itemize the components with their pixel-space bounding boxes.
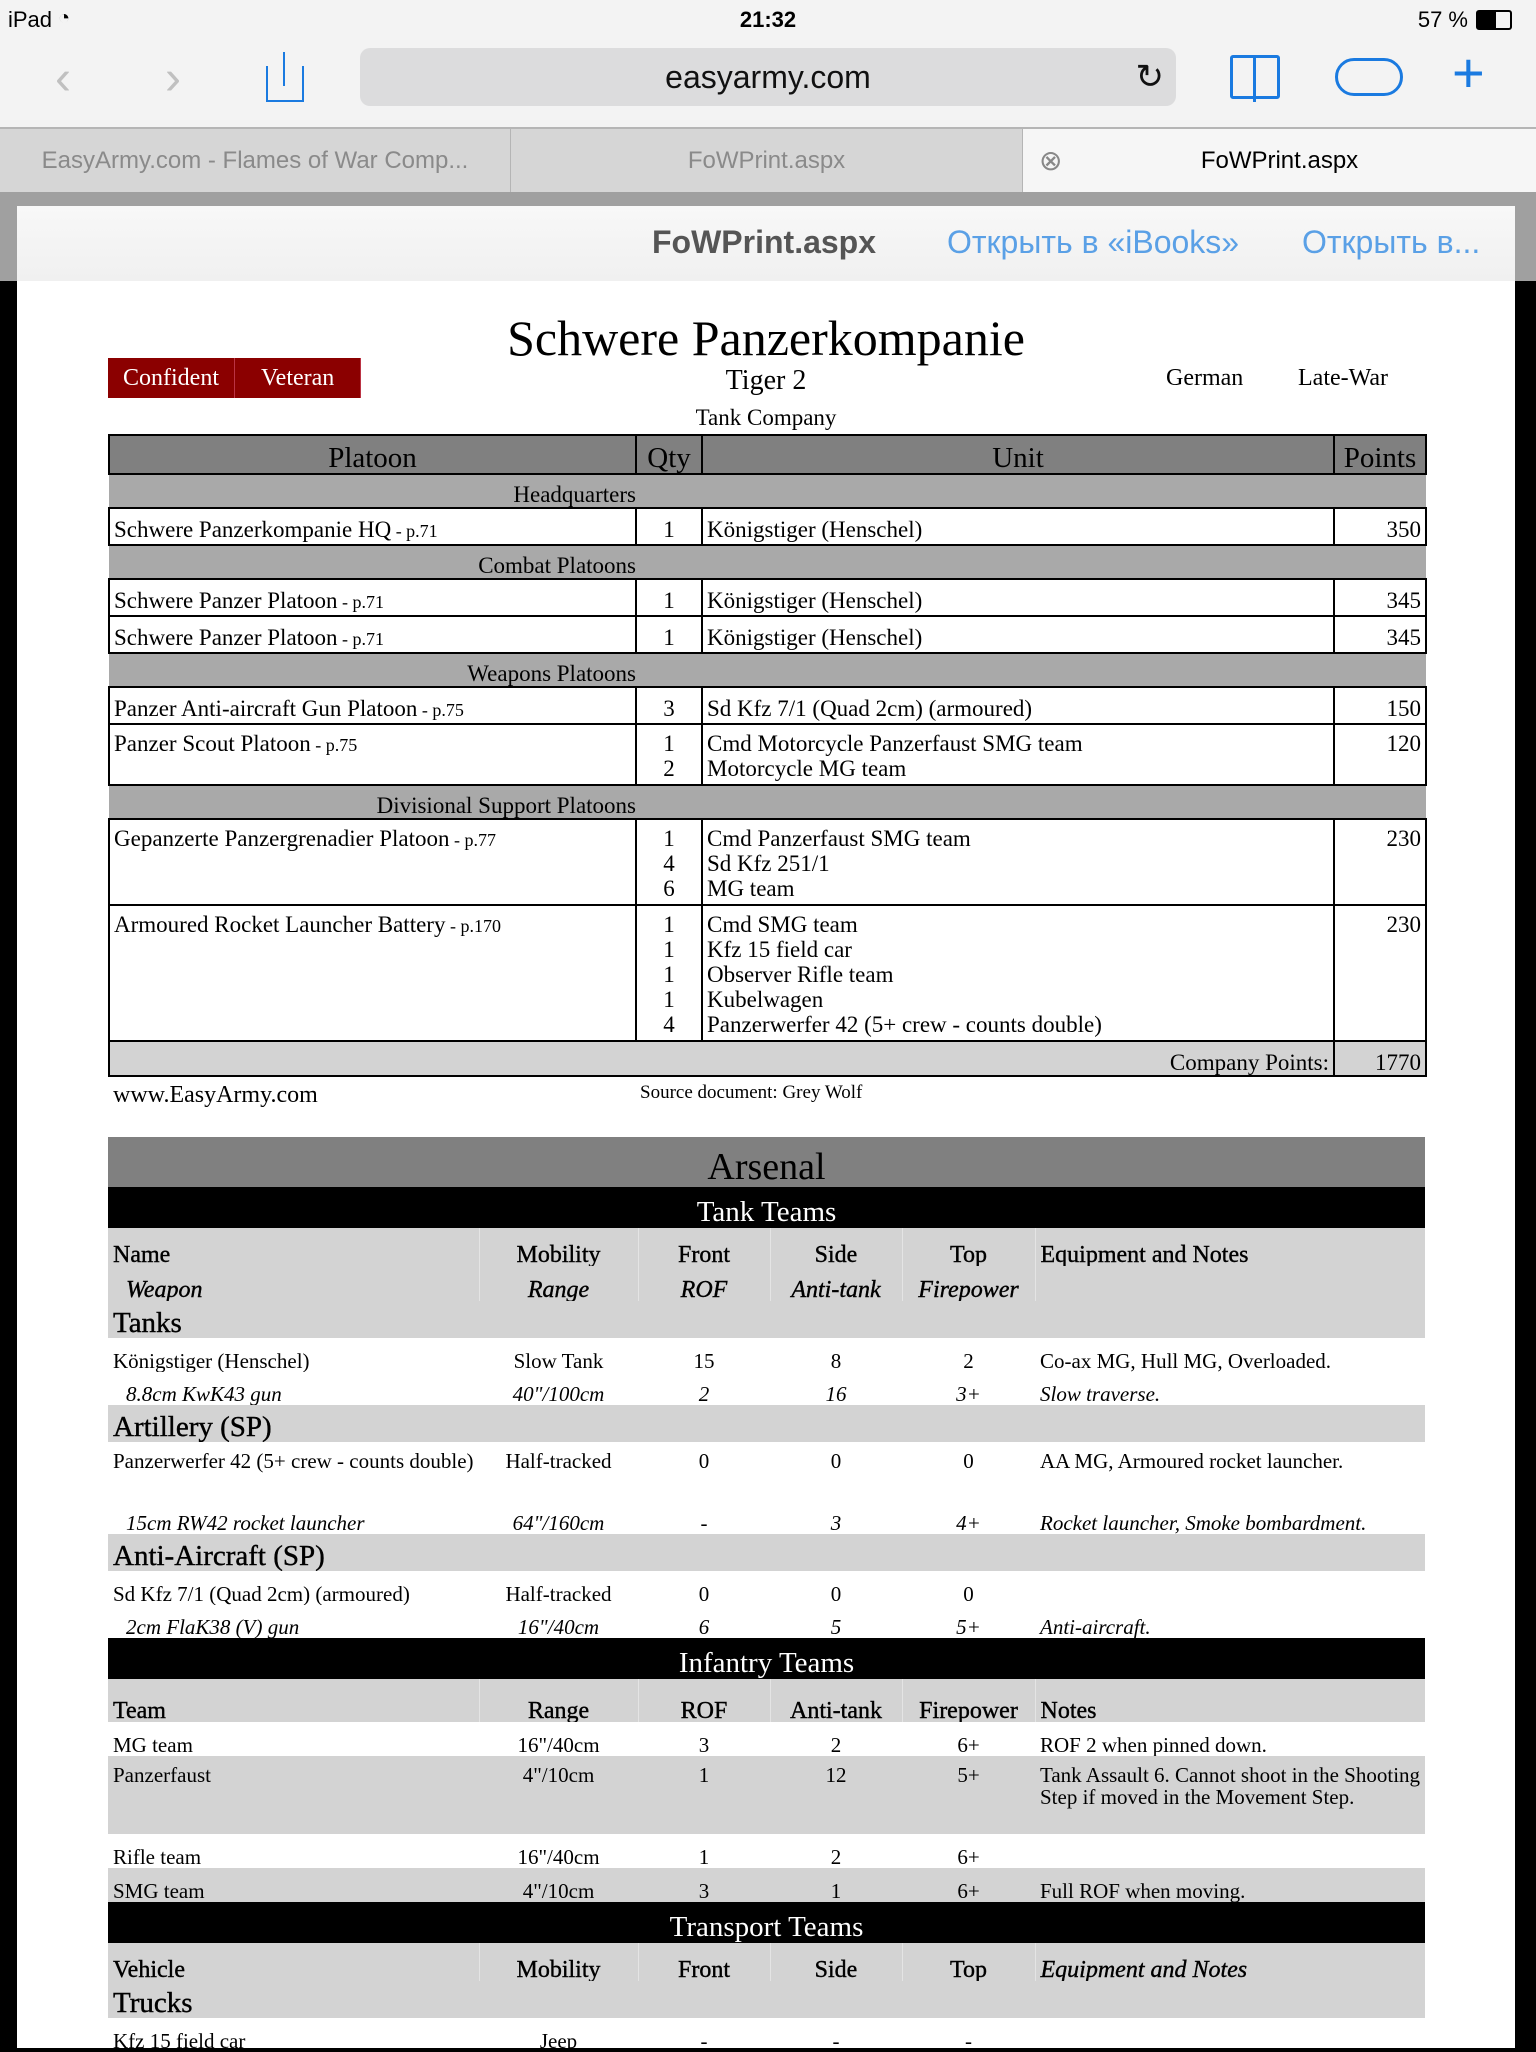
- qty-value: 4: [663, 1012, 675, 1037]
- section-title: Transport Teams: [108, 1902, 1425, 1943]
- unit-name: Motorcycle MG team: [707, 756, 907, 781]
- platoon-cell: [109, 579, 636, 616]
- source-document: Source document: Grey Wolf: [640, 1082, 863, 1103]
- era: Late-War: [1298, 365, 1388, 391]
- cell-mobility: 4"/10cm: [479, 1868, 638, 1902]
- badge-motivation: Confident: [108, 358, 235, 398]
- nation: German: [1166, 365, 1244, 391]
- cell-notes: Co-ax MG, Hull MG, Overloaded.: [1040, 1349, 1332, 1372]
- column-header: Mobility: [479, 1228, 638, 1266]
- category-row: [108, 1534, 1425, 1571]
- cell-name: Rifle team: [113, 1845, 202, 1868]
- icloud-tabs-icon[interactable]: [1335, 58, 1403, 96]
- page-reference: - p.71: [391, 521, 438, 541]
- column-header: Qty: [636, 435, 702, 474]
- unit-cell: [702, 579, 1334, 616]
- cell-top: 2: [963, 1349, 974, 1372]
- total-row: [109, 1041, 1426, 1076]
- points-value: 350: [1334, 508, 1426, 545]
- team-row: [108, 1338, 1425, 1372]
- column-header: Equipment and Notes: [1035, 1228, 1425, 1266]
- cell-name: Königstiger (Henschel): [113, 1349, 310, 1372]
- arsenal-title: Arsenal: [108, 1137, 1425, 1187]
- page-reference: - p.77: [449, 830, 496, 850]
- platoon-name: Panzer Anti-aircraft Gun Platoon: [114, 696, 418, 721]
- cell-side: 2: [830, 1733, 842, 1756]
- bookmarks-icon[interactable]: [1230, 55, 1280, 99]
- column-header: Weapon: [108, 1266, 479, 1301]
- cell-mobility: Half-tracked: [505, 1582, 612, 1605]
- reload-icon[interactable]: ↻: [1135, 58, 1164, 96]
- cell-mobility: 40"/100cm: [512, 1382, 605, 1405]
- cell-mobility: 16"/40cm: [517, 1845, 600, 1868]
- cell-name: 15cm RW42 rocket launcher: [126, 1511, 365, 1534]
- group-header-row: [109, 545, 1426, 579]
- group-spacer: [636, 653, 1426, 687]
- cell-notes: Anti-aircraft.: [1040, 1615, 1151, 1638]
- column-header: [1035, 1266, 1425, 1301]
- total-points: 1770: [1334, 1041, 1426, 1076]
- platoon-name: Schwere Panzer Platoon: [114, 588, 338, 613]
- cell-name: Sd Kfz 7/1 (Quad 2cm) (armoured): [113, 1582, 410, 1605]
- cell-side: -: [832, 2029, 840, 2052]
- tab-label: FoWPrint.aspx: [1200, 147, 1359, 174]
- platoon-row: [109, 508, 1426, 545]
- column-header-row: [108, 1679, 1425, 1722]
- group-header-row: [109, 474, 1426, 508]
- cell-front: 1: [698, 1845, 710, 1868]
- cell-notes: Full ROF when moving.: [1035, 1868, 1425, 1902]
- browser-toolbar: [0, 40, 1536, 127]
- qty-cell: [636, 819, 702, 905]
- section-header-row: [108, 1187, 1425, 1228]
- cell-name: Kfz 15 field car: [113, 2029, 246, 2052]
- cell-mobility: 16"/40cm: [517, 1615, 600, 1638]
- share-icon[interactable]: [266, 50, 304, 100]
- platoon-name: Panzer Scout Platoon: [114, 731, 311, 756]
- unit-name: Panzerwerfer 42 (5+ crew - counts double): [707, 1012, 1102, 1037]
- column-header: Name: [108, 1228, 479, 1266]
- page-reference: - p.71: [337, 629, 385, 649]
- cell-notes: AA MG, Armoured rocket launcher.: [1040, 1449, 1344, 1473]
- qty-cell: [636, 905, 702, 1041]
- team-row: [108, 1834, 1425, 1868]
- column-header: Anti-tank: [770, 1679, 902, 1722]
- arsenal-table: [108, 1137, 1425, 2052]
- column-header-row: [108, 1266, 1425, 1301]
- group-spacer: [636, 474, 1426, 508]
- qty-value: 2: [663, 756, 675, 781]
- column-header: Firepower: [902, 1679, 1035, 1722]
- platoon-name: Gepanzerte Panzergrenadier Platoon: [114, 826, 450, 851]
- platoon-row: [109, 905, 1426, 1041]
- close-tab-icon[interactable]: ⊗: [1039, 145, 1063, 176]
- cell-top: 6+: [957, 1845, 980, 1868]
- cell-name: Panzerwerfer 42 (5+ crew - counts double): [113, 1449, 474, 1473]
- unit-name: Cmd SMG team: [707, 912, 858, 937]
- status-bar: [0, 0, 1536, 40]
- cell-top: -: [965, 2029, 972, 2052]
- team-row: [108, 1722, 1425, 1756]
- page-reference: - p.71: [337, 592, 385, 612]
- tab-easyarmy[interactable]: [0, 129, 511, 192]
- cell-front: 0: [698, 1449, 710, 1473]
- column-header: Top: [902, 1943, 1035, 1981]
- unit-name: Cmd Panzerfaust SMG team: [707, 826, 971, 851]
- cell-top: 4+: [956, 1511, 981, 1534]
- column-header: Firepower: [902, 1266, 1035, 1301]
- column-header: ROF: [638, 1679, 770, 1722]
- platoon-row: [109, 616, 1426, 653]
- cell-side: 12: [770, 1756, 902, 1834]
- column-header: Unit: [702, 435, 1334, 474]
- qty-value: 1: [663, 826, 675, 851]
- unit-cell: [702, 724, 1334, 785]
- points-value: 150: [1334, 687, 1426, 724]
- forward-icon[interactable]: ›: [165, 52, 181, 105]
- qty-cell: [636, 724, 702, 785]
- device-name: iPad: [8, 7, 53, 32]
- army-title: Schwere Panzerkompanie: [507, 310, 1025, 366]
- cell-side: 5: [830, 1615, 842, 1638]
- cell-side: 0: [830, 1449, 842, 1473]
- cell-mobility: 4"/10cm: [479, 1756, 638, 1834]
- team-row: [108, 2018, 1425, 2052]
- cell-side: 1: [770, 1868, 902, 1902]
- platoon-cell: [109, 687, 636, 724]
- cell-top: 5+: [956, 1615, 981, 1638]
- army-list-table: [108, 434, 1427, 1077]
- cell-notes: Slow traverse.: [1040, 1382, 1161, 1405]
- group-spacer: [636, 545, 1426, 579]
- cell-top: 5+: [902, 1756, 1035, 1834]
- army-subtitle: Tiger 2: [725, 365, 807, 396]
- section-title: Infantry Teams: [108, 1638, 1425, 1679]
- column-header: Front: [638, 1943, 770, 1981]
- unit-name: Kfz 15 field car: [707, 937, 852, 962]
- platoon-name: Armoured Rocket Launcher Battery: [114, 912, 446, 937]
- open-in-button[interactable]: Открыть в...: [1302, 224, 1481, 260]
- cell-front: 6: [698, 1615, 710, 1638]
- category-name: Anti-Aircraft (SP): [108, 1534, 1425, 1571]
- cell-notes: Tank Assault 6. Cannot shoot in the Shooting Step if moved in the Movement Step.: [1035, 1756, 1425, 1834]
- qty-cell: [636, 508, 702, 545]
- clock: 21:32: [739, 7, 797, 32]
- tab-fowprint-2[interactable]: [1023, 129, 1536, 192]
- platoon-cell: [109, 616, 636, 653]
- platoon-name: Schwere Panzer Platoon: [114, 625, 338, 650]
- table-header-row: [109, 435, 1426, 474]
- badge-skill: Veteran: [235, 358, 361, 398]
- qty-value: 1: [663, 588, 675, 613]
- cell-top: 6+: [957, 1733, 980, 1756]
- team-row: [108, 1756, 1425, 1834]
- column-header: Vehicle: [108, 1943, 479, 1981]
- column-header: Mobility: [479, 1943, 638, 1981]
- total-label: Company Points:: [109, 1041, 1334, 1076]
- platoon-cell: [109, 724, 636, 785]
- platoon-name: Schwere Panzerkompanie HQ: [114, 517, 392, 542]
- group-name: Weapons Platoons: [109, 653, 636, 687]
- cell-side: 2: [830, 1845, 842, 1868]
- qty-value: 1: [663, 625, 675, 650]
- weapon-row: [108, 1501, 1425, 1534]
- page-reference: - p.75: [310, 735, 358, 755]
- qty-value: 4: [663, 851, 675, 876]
- unit-name: Cmd Motorcycle Panzerfaust SMG team: [707, 731, 1083, 756]
- address-bar[interactable]: [360, 48, 1176, 106]
- cell-name: 8.8cm KwK43 gun: [126, 1382, 282, 1405]
- category-row: [108, 1405, 1425, 1442]
- cell-front: 15: [693, 1349, 715, 1372]
- unit-cell: [702, 508, 1334, 545]
- cell-front: 3: [698, 1733, 710, 1756]
- unit-cell: [702, 819, 1334, 905]
- column-header: Range: [479, 1679, 638, 1722]
- cell-top: 3+: [956, 1382, 981, 1405]
- cell-mobility: 16"/40cm: [517, 1733, 600, 1756]
- back-icon[interactable]: ‹: [55, 52, 71, 105]
- qty-cell: [636, 687, 702, 724]
- qty-value: 6: [663, 876, 675, 901]
- section-header-row: [108, 1902, 1425, 1943]
- qty-value: 1: [663, 517, 675, 542]
- cell-front: -: [700, 1511, 708, 1534]
- qty-value: 1: [663, 937, 675, 962]
- cell-top: 0: [963, 1449, 974, 1473]
- column-header-row: [108, 1943, 1425, 1981]
- category-row: [108, 1981, 1425, 2018]
- unit-name: MG team: [707, 876, 795, 901]
- column-header: Top: [902, 1228, 1035, 1266]
- column-header: ROF: [638, 1266, 770, 1301]
- points-value: 345: [1334, 616, 1426, 653]
- column-header: Notes: [1035, 1679, 1425, 1722]
- group-name: Divisional Support Platoons: [109, 785, 636, 819]
- platoon-row: [109, 724, 1426, 785]
- platoon-row: [109, 819, 1426, 905]
- qty-value: 3: [663, 696, 675, 721]
- qty-value: 1: [663, 987, 675, 1012]
- column-header: Range: [479, 1266, 638, 1301]
- unit-name: Kubelwagen: [707, 987, 824, 1012]
- team-row: [108, 1442, 1425, 1501]
- cell-notes: [1035, 1571, 1425, 1605]
- battery-icon: [1476, 10, 1512, 30]
- column-header: Team: [108, 1679, 479, 1722]
- column-header: Side: [770, 1228, 902, 1266]
- section-title: Tank Teams: [108, 1187, 1425, 1228]
- document-title: FoWPrint.aspx: [652, 224, 877, 260]
- group-header-row: [109, 653, 1426, 687]
- column-header: Points: [1334, 435, 1426, 474]
- cell-name: MG team: [113, 1733, 193, 1756]
- category-name: Artillery (SP): [108, 1405, 1425, 1442]
- cell-mobility: Half-tracked: [505, 1449, 612, 1473]
- cell-top: 6+: [902, 1868, 1035, 1902]
- cell-side: 3: [830, 1511, 842, 1534]
- cell-front: 0: [698, 1582, 710, 1605]
- unit-name: Königstiger (Henschel): [707, 588, 923, 613]
- unit-cell: [702, 687, 1334, 724]
- points-value: 120: [1334, 724, 1426, 785]
- category-name: Tanks: [108, 1301, 1425, 1338]
- qty-value: 1: [663, 731, 675, 756]
- tab-bar: [0, 127, 1536, 192]
- qty-value: 1: [663, 912, 675, 937]
- column-header: Equipment and Notes: [1035, 1943, 1425, 1981]
- arsenal-title-row: [108, 1137, 1425, 1187]
- weapon-row: [108, 1372, 1425, 1405]
- cell-front: 1: [638, 1756, 770, 1834]
- cell-front: 2: [698, 1382, 710, 1405]
- points-value: 345: [1334, 579, 1426, 616]
- cell-name: 2cm FlaK38 (V) gun: [126, 1615, 300, 1638]
- cell-top: 0: [963, 1582, 974, 1605]
- cell-front: 3: [638, 1868, 770, 1902]
- cell-mobility: Slow Tank: [513, 1349, 604, 1372]
- group-spacer: [636, 785, 1426, 819]
- wifi-icon: ◔: [58, 7, 71, 29]
- unit-name: Königstiger (Henschel): [707, 625, 923, 650]
- category-row: [108, 1301, 1425, 1338]
- document-page: [17, 281, 1515, 2052]
- cell-name: Panzerfaust: [108, 1756, 479, 1834]
- unit-name: Observer Rifle team: [707, 962, 894, 987]
- platoon-cell: [109, 905, 636, 1041]
- page-reference: - p.170: [445, 916, 501, 936]
- qty-cell: [636, 616, 702, 653]
- group-name: Headquarters: [109, 474, 636, 508]
- cell-side: 8: [830, 1349, 842, 1372]
- unit-name: Königstiger (Henschel): [707, 517, 923, 542]
- url-text: easyarmy.com: [665, 59, 871, 95]
- platoon-cell: [109, 508, 636, 545]
- section-header-row: [108, 1638, 1425, 1679]
- qty-cell: [636, 579, 702, 616]
- cell-side: 0: [830, 1582, 842, 1605]
- cell-mobility: 64"/160cm: [512, 1511, 605, 1534]
- new-tab-icon[interactable]: +: [1452, 41, 1485, 104]
- unit-name: Sd Kfz 251/1: [707, 851, 830, 876]
- column-header: Front: [638, 1228, 770, 1266]
- tab-label: EasyArmy.com - Flames of War Comp...: [41, 147, 469, 174]
- group-name: Combat Platoons: [109, 545, 636, 579]
- column-header: Side: [770, 1943, 902, 1981]
- battery-percent: 57 %: [1417, 7, 1468, 32]
- cell-front: -: [700, 2029, 708, 2052]
- tab-label: FoWPrint.aspx: [687, 147, 846, 174]
- unit-name: Sd Kfz 7/1 (Quad 2cm) (armoured): [707, 696, 1033, 721]
- page-reference: - p.75: [417, 700, 464, 720]
- cell-side: 16: [825, 1382, 847, 1405]
- cell-notes: [1035, 1834, 1425, 1868]
- pdf-open-bar: [0, 192, 1536, 281]
- points-value: 230: [1334, 905, 1426, 1041]
- site-link[interactable]: www.EasyArmy.com: [113, 1082, 318, 1108]
- cell-name: SMG team: [108, 1868, 479, 1902]
- team-row: [108, 1868, 1425, 1902]
- weapon-row: [108, 1605, 1425, 1638]
- platoon-cell: [109, 819, 636, 905]
- unit-cell: [702, 905, 1334, 1041]
- qty-value: 1: [663, 962, 675, 987]
- group-header-row: [109, 785, 1426, 819]
- cell-mobility: Jeep: [539, 2029, 578, 2052]
- cell-notes: [1035, 2018, 1425, 2052]
- team-row: [108, 1571, 1425, 1605]
- column-header: Anti-tank: [770, 1266, 902, 1301]
- column-header-row: [108, 1228, 1425, 1266]
- company-type: Tank Company: [695, 405, 837, 430]
- open-in-ibooks-button[interactable]: Открыть в «iBooks»: [947, 224, 1240, 260]
- platoon-row: [109, 579, 1426, 616]
- cell-notes: ROF 2 when pinned down.: [1040, 1733, 1267, 1756]
- tab-fowprint-1[interactable]: [511, 129, 1023, 192]
- cell-notes: Rocket launcher, Smoke bombardment.: [1040, 1511, 1367, 1534]
- points-value: 230: [1334, 819, 1426, 905]
- column-header: Platoon: [109, 435, 636, 474]
- category-name: Trucks: [108, 1981, 1425, 2018]
- unit-cell: [702, 616, 1334, 653]
- platoon-row: [109, 687, 1426, 724]
